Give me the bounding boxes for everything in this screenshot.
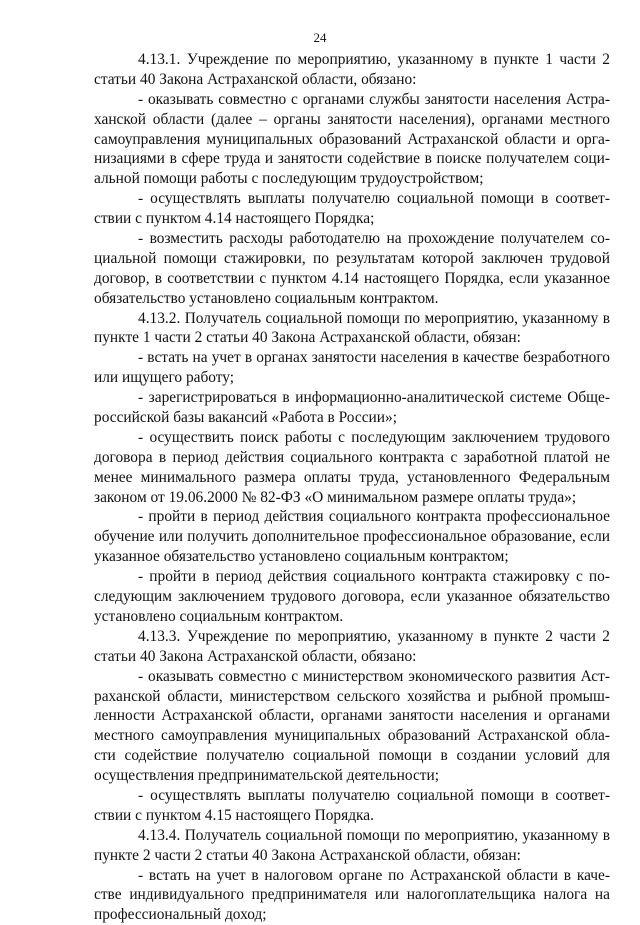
- text-line: пункте 2 части 2 статьи 40 Закона Астраханской области, обязан:: [94, 846, 521, 864]
- text-line: менее минимального размера оплаты труда, установленного Федеральным: [94, 468, 610, 486]
- text-line: сти содействие получателю социальной помощи в создании условий для: [94, 747, 610, 765]
- text-line: местного самоуправления муниципальных образований Астраханской обла-: [94, 727, 610, 745]
- text-line: или ищущего работу;: [94, 369, 235, 387]
- text-line: - осуществить поиск работы с последующим заключением трудового: [138, 428, 610, 446]
- text-line: - осуществлять выплаты получателю социальной помощи в соответ-: [138, 190, 610, 208]
- text-line: пункте 1 части 2 статьи 40 Закона Астраханской области, обязан:: [94, 329, 521, 347]
- text-line: - оказывать совместно с органами службы занятости населения Астра-: [138, 90, 610, 108]
- text-line: указанное обязательство установлено социальным контрактом;: [94, 548, 509, 566]
- text-line: низациями в сфере труда и занятости содействие в поиске получателем соци-: [94, 150, 610, 168]
- text-line: обучение или получить дополнительное профессиональное образование, если: [94, 528, 610, 546]
- text-line: обязательство установлено социальным контрактом.: [94, 289, 439, 307]
- text-line: договор, в соответствии с пунктом 4.14 настоящего Порядка, если указанное: [94, 269, 610, 287]
- text-line: статьи 40 Закона Астраханской области, обязано:: [94, 647, 417, 665]
- text-line: - встать на учет в органах занятости населения в качестве безработного: [138, 349, 610, 367]
- text-line: стве индивидуального предпринимателя или налогоплательщика налога на: [94, 886, 610, 904]
- text-line: ствии с пунктом 4.14 настоящего Порядка;: [94, 210, 375, 228]
- text-line: раханской области, министерством сельского хозяйства и рыбной промыш-: [94, 687, 610, 705]
- text-line: самоуправления муниципальных образований Астраханской области и орга-: [94, 130, 610, 148]
- text-line: ханской области (далее – органы занятости населения), органами местного: [94, 110, 610, 128]
- text-line: - возместить расходы работодателю на прохождение получателем со-: [138, 230, 610, 248]
- text-line: 4.13.2. Получатель социальной помощи по мероприятию, указанному в: [138, 309, 610, 327]
- text-line: альной помощи работы с последующим трудоустройством;: [94, 170, 484, 188]
- text-line: следующим заключением трудового договора, если указанное обязательство: [94, 588, 610, 606]
- text-line: - встать на учет в налоговом органе по Астраханской области в каче-: [138, 866, 610, 884]
- text-line: - зарегистрироваться в информационно-аналитической системе Обще-: [138, 389, 610, 407]
- text-line: ленности Астраханской области, органами занятости населения и органами: [94, 707, 610, 725]
- text-line: договора в период действия социального контракта с заработной платой не: [94, 448, 610, 466]
- page-number: 24: [313, 30, 327, 45]
- text-line: ствии с пунктом 4.15 настоящего Порядка.: [94, 806, 374, 824]
- text-line: циальной помощи стажировки, по результатам которой заключен трудовой: [94, 249, 610, 267]
- text-line: - пройти в период действия социального контракта стажировку с по-: [138, 568, 610, 586]
- text-line: установлено социальным контрактом.: [94, 607, 344, 625]
- text-line: 4.13.1. Учреждение по мероприятию, указанному в пункте 1 части 2: [138, 51, 610, 68]
- text-line: - пройти в период действия социального контракта профессиональное: [138, 508, 610, 526]
- text-line: 4.13.3. Учреждение по мероприятию, указанному в пункте 2 части 2: [138, 627, 610, 645]
- text-line: осуществления предпринимательской деятельности;: [94, 767, 440, 785]
- text-line: 4.13.4. Получатель социальной помощи по мероприятию, указанному в: [138, 826, 610, 844]
- text-line: законом от 19.06.2000 № 82-ФЗ «О минимальном размере оплаты труда»;: [94, 488, 577, 506]
- text-line: профессиональный доход;: [94, 906, 267, 924]
- text-line: - оказывать совместно с министерством экономического развития Аст-: [138, 667, 610, 685]
- text-line: - осуществлять выплаты получателю социальной помощи в соответ-: [138, 786, 610, 804]
- text-line: статьи 40 Закона Астраханской области, обязано:: [94, 70, 417, 88]
- text-line: российской базы вакансий «Работа в России»;: [94, 409, 397, 427]
- document-body: [94, 50, 610, 925]
